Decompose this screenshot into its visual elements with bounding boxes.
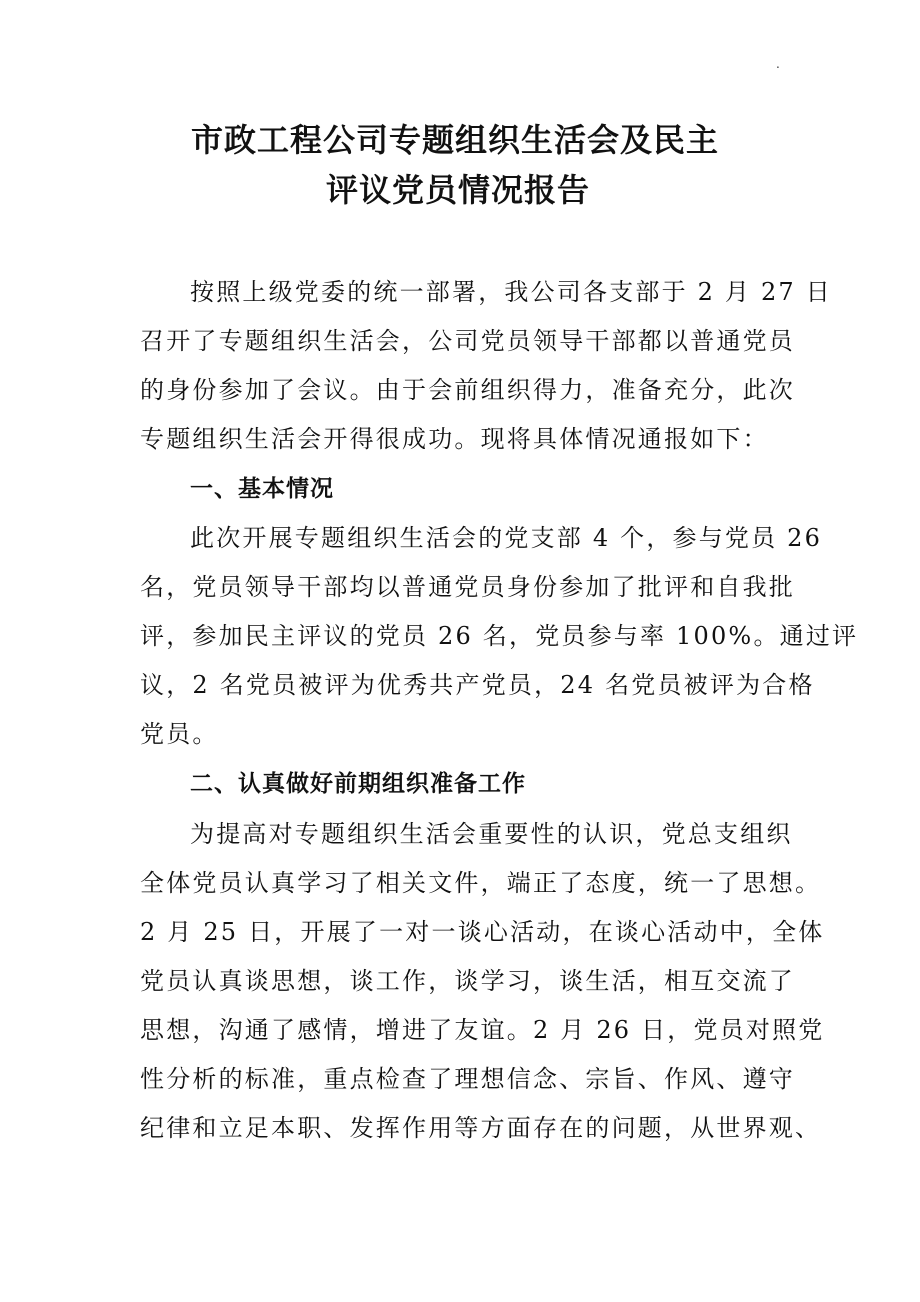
paragraph-2-line-2: 名，党员领导干部均以普通党员身份参加了批评和自我批 bbox=[140, 573, 795, 601]
paragraph-1-line-2: 召开了专题组织生活会，公司党员领导干部都以普通党员 bbox=[140, 327, 795, 355]
corner-mark: . bbox=[776, 57, 780, 71]
section-1-heading: 一、基本情况 bbox=[190, 476, 334, 502]
paragraph-3-line-3: 2 月 25 日，开展了一对一谈心活动，在谈心活动中，全体 bbox=[140, 918, 825, 946]
paragraph-2-line-4: 议，2 名党员被评为优秀共产党员，24 名党员被评为合格 bbox=[140, 671, 815, 699]
paragraph-2-line-3: 评，参加民主评议的党员 26 名，党员参与率 100%。通过评 bbox=[140, 622, 859, 650]
paragraph-1-line-3: 的身份参加了会议。由于会前组织得力，准备充分，此次 bbox=[140, 376, 795, 404]
paragraph-3-line-7: 纪律和立足本职、发挥作用等方面存在的问题，从世界观、 bbox=[140, 1114, 822, 1142]
paragraph-3-line-6: 性分析的标准，重点检查了理想信念、宗旨、作风、遵守 bbox=[140, 1065, 795, 1093]
paragraph-2-line-5: 党员。 bbox=[140, 720, 219, 748]
section-2-heading: 二、认真做好前期组织准备工作 bbox=[190, 771, 526, 797]
paragraph-2-line-1: 此次开展专题组织生活会的党支部 4 个，参与党员 26 bbox=[190, 524, 823, 552]
document-title-line-2: 评议党员情况报告 bbox=[325, 171, 590, 209]
paragraph-3-line-2: 全体党员认真学习了相关文件，端正了态度，统一了思想。 bbox=[140, 869, 822, 897]
paragraph-3-line-5: 思想，沟通了感情，增进了友谊。2 月 26 日，党员对照党 bbox=[140, 1016, 825, 1044]
paragraph-3-line-4: 党员认真谈思想，谈工作，谈学习，谈生活，相互交流了 bbox=[140, 967, 795, 995]
paragraph-1-line-4: 专题组织生活会开得很成功。现将具体情况通报如下： bbox=[140, 425, 769, 453]
document-title-line-1: 市政工程公司专题组织生活会及民主 bbox=[190, 121, 719, 159]
paragraph-1-line-1: 按照上级党委的统一部署，我公司各支部于 2 月 27 日 bbox=[190, 278, 832, 306]
paragraph-3-line-1: 为提高对专题组织生活会重要性的认识，党总支组织 bbox=[190, 820, 793, 848]
